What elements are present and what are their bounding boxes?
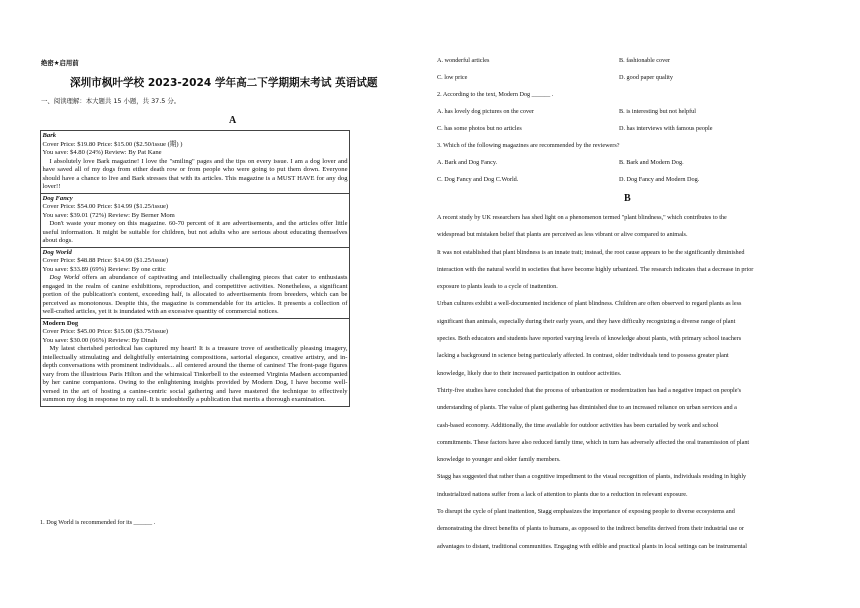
save-line: You save: $33.89 (69%) Review: By one critic <box>42 265 166 273</box>
option-b[interactable]: B. Bark and Modern Dog. <box>619 159 684 166</box>
review-cell-bark <box>41 131 350 194</box>
q1-options-row <box>437 57 827 64</box>
option-d[interactable]: D. good paper quality <box>619 74 673 81</box>
table-row <box>41 193 350 247</box>
section-instruction: 一、阅读理解：本大题共 15 小题，共 37.5 分。 <box>41 97 181 105</box>
passage-line: A recent study by UK researchers has shed light on a phenomenon termed "plant blindness," which contributes to the <box>437 214 727 221</box>
option-d[interactable]: D. Dog Fancy and Modern Dog. <box>619 176 700 183</box>
passage-line: Stagg has suggested that rather than a cognitive impediment to the visual recognition of plants, individuals residing in highly <box>437 473 747 481</box>
passage-line: exposure to plants leads to a cycle of inattention. <box>437 283 558 291</box>
question-3: 3. Which of the following magazines are recommended by the reviewers? <box>437 142 620 149</box>
passage-line: lacking a background in science being particularly affected. In contrast, older individuals tend to possess greater plant <box>437 352 729 360</box>
question-2: 2. According to the text, Modern Dog ______ . <box>437 91 554 98</box>
passage-line: To disrupt the cycle of plant inattention, Stagg emphasizes the importance of exposing people to diverse ecosystems and <box>437 508 735 516</box>
passage-line: widespread but mistaken belief that plants are perceived as less vibrant or alive compared to animals. <box>437 231 688 239</box>
q2-options-row <box>437 108 827 115</box>
review-text <box>43 274 348 317</box>
option-c[interactable]: C. Dog Fancy and Dog C.World. <box>437 176 519 183</box>
review-cell-dog-fancy <box>41 193 350 247</box>
passage-line: Urban cultures exhibit a well-documented incidence of plant blindness. Children are often observed to regard plants as less <box>437 300 742 308</box>
question-1: 1. Dog World is recommended for its ______ . <box>40 519 156 526</box>
q2-options-row <box>437 125 827 132</box>
magazine-name: Dog Fancy <box>42 194 73 202</box>
review-lead-italic: Dog World <box>49 274 80 281</box>
magazine-name: Modern Dog <box>42 319 79 327</box>
passage-line: interaction with the natural world in societies that have become highly urbanized. The research indicates that a decrease in prior <box>437 265 754 273</box>
q3-options-row <box>437 159 827 166</box>
price-line: Cover Price: $48.88 Price: $14.99 ($1.25/issue) <box>42 257 169 264</box>
review-cell-modern-dog <box>41 318 350 406</box>
passage-b <box>437 209 830 555</box>
page-title: 深圳市枫叶学校 2023-2024 学年高二下学期期末考试 英语试题 <box>70 77 378 89</box>
magazine-name: Dog World <box>42 248 72 256</box>
q3-options-row <box>437 176 827 183</box>
passage-line: knowledge to younger and older family members. <box>437 456 561 464</box>
option-a[interactable]: A. Bark and Dog Fancy. <box>437 159 498 166</box>
price-line: Cover Price: $54.00 Price: $14.99 ($1.25/issue) <box>42 203 169 210</box>
price-line: Cover Price: $45.00 Price: $15.00 ($3.75/issue) <box>42 328 169 335</box>
review-cell-dog-world <box>41 247 350 318</box>
section-b-label: B <box>624 193 631 204</box>
option-d[interactable]: D. has interviews with famous people <box>619 125 713 132</box>
passage-line: Thirty-five studies have concluded that the process of urbanization or modernization has had a negative impact on people's <box>437 386 742 394</box>
passage-line: species. Both educators and students have reported varying levels of knowledge about plants, with primary school teachers <box>437 335 742 343</box>
passage-line: demonstrating the direct benefits of plants to humans, as opposed to the indirect benefits derived from their industrial use or <box>437 525 744 533</box>
review-text: My latest cherished periodical has captured my heart! It is a treasure trove of aesthetically pleasing imagery, intellectually stimulating and delightfully entertaining compositions, sartorial elegance, creative artistry, and in-depth conversations with prominent individuals... all centered around the theme of canines! The front-page figures vary from the illustrious Paris Hilton and the whimsical Tinkerbell to the esteemed Virginia Madsen accompanied by her canine companions. Owing to the enlightening insights provided by Modern Dog, I have become well-versed in the art of hosting a canine-centric social gathering and have mastered the technique to effectively summon my dog in response to my call. It is undoubtedly a publication that merits a thorough examination. <box>42 345 348 403</box>
price-line: Cover Price: $19.80 Price: $15.00 ($2.50/issue (期) ) <box>42 140 183 148</box>
q1-options-row <box>437 74 827 81</box>
option-a[interactable]: A. wonderful articles <box>437 57 490 64</box>
table-row <box>41 318 350 406</box>
passage-line: commitments. These factors have also reduced family time, which in turn has adversely affected the oral transmission of plant <box>437 438 750 446</box>
review-body: offers an abundance of captivating and intellectually challenging pieces that cater to enthusiasts engaged in the realm of canine exhibitions, reproduction, and competitive activities. Nonetheless, a significant portion of the publication's content, exceeding half, is allocated to advertisements from breeders, which can be perceived as monotonous. Despite this, the magazine is commendable for its articles. It presents a collection of well-crafted articles, yet it is inundated with an excessive quantity of commercial notices. <box>42 274 348 315</box>
secret-label: 绝密★启用前 <box>41 59 79 67</box>
reviews-table <box>40 130 350 407</box>
save-line: You save: $39.01 (72%) Review: By Berner Mom <box>42 211 175 219</box>
section-a-label: A <box>229 115 237 126</box>
passage-line: industrialized nations suffer from a lack of attention to plants due to a reduction in relevant exposure. <box>437 490 688 498</box>
magazine-name: Bark <box>42 132 57 139</box>
review-text: I absolutely love Bark magazine! I love the "smiling" pages and the tips on every issue. I am a dog lover and have saved all of my dogs from either death row or from people who were going to put them down. Everyone should have a chance to live and Bark stresses that with its articles. This magazine is a MUST HAVE for any dog lover!! <box>42 157 348 190</box>
table-row <box>41 131 350 194</box>
review-text: Don't waste your money on this magazine. 60-70 percent of it are advertisements, and the articles offer little useful information. It might be suitable for children, but not adults who are serious about educating themselves about dogs. <box>42 220 348 244</box>
option-c[interactable]: C. has some photos but no articles <box>437 125 522 132</box>
option-c[interactable]: C. low price <box>437 74 468 81</box>
passage-line: advantages to distant, traditional communities. Engaging with edible and practical plants in local settings can be instrumental <box>437 542 747 550</box>
passage-line: significant than animals, especially during their early years, and they have difficulty recognizing a diverse range of plant <box>437 317 736 325</box>
option-b[interactable]: B. fashionable cover <box>619 57 671 64</box>
option-a[interactable]: A. has lovely dog pictures on the cover <box>437 108 534 115</box>
passage-line: understanding of plants. The value of plant gathering has diminished due to an increased reliance on urban services and a <box>437 404 737 412</box>
passage-line: It was not established that plant blindness is an innate trait; instead, the root cause appears to be the significantly diminished <box>437 248 745 256</box>
passage-line: knowledge, likely due to their increased participation in outdoor activities. <box>437 369 622 377</box>
table-row <box>41 247 350 318</box>
option-b[interactable]: B. is interesting but not helpful <box>619 108 696 115</box>
save-line: You save: $30.00 (66%) Review: By Dinah <box>42 336 158 344</box>
passage-line: cash-based economy. Additionally, the time available for outdoor activities has been curtailed by work and school <box>437 421 719 429</box>
save-line: You save: $4.80 (24%) Review: By Pat Kane <box>42 149 162 156</box>
